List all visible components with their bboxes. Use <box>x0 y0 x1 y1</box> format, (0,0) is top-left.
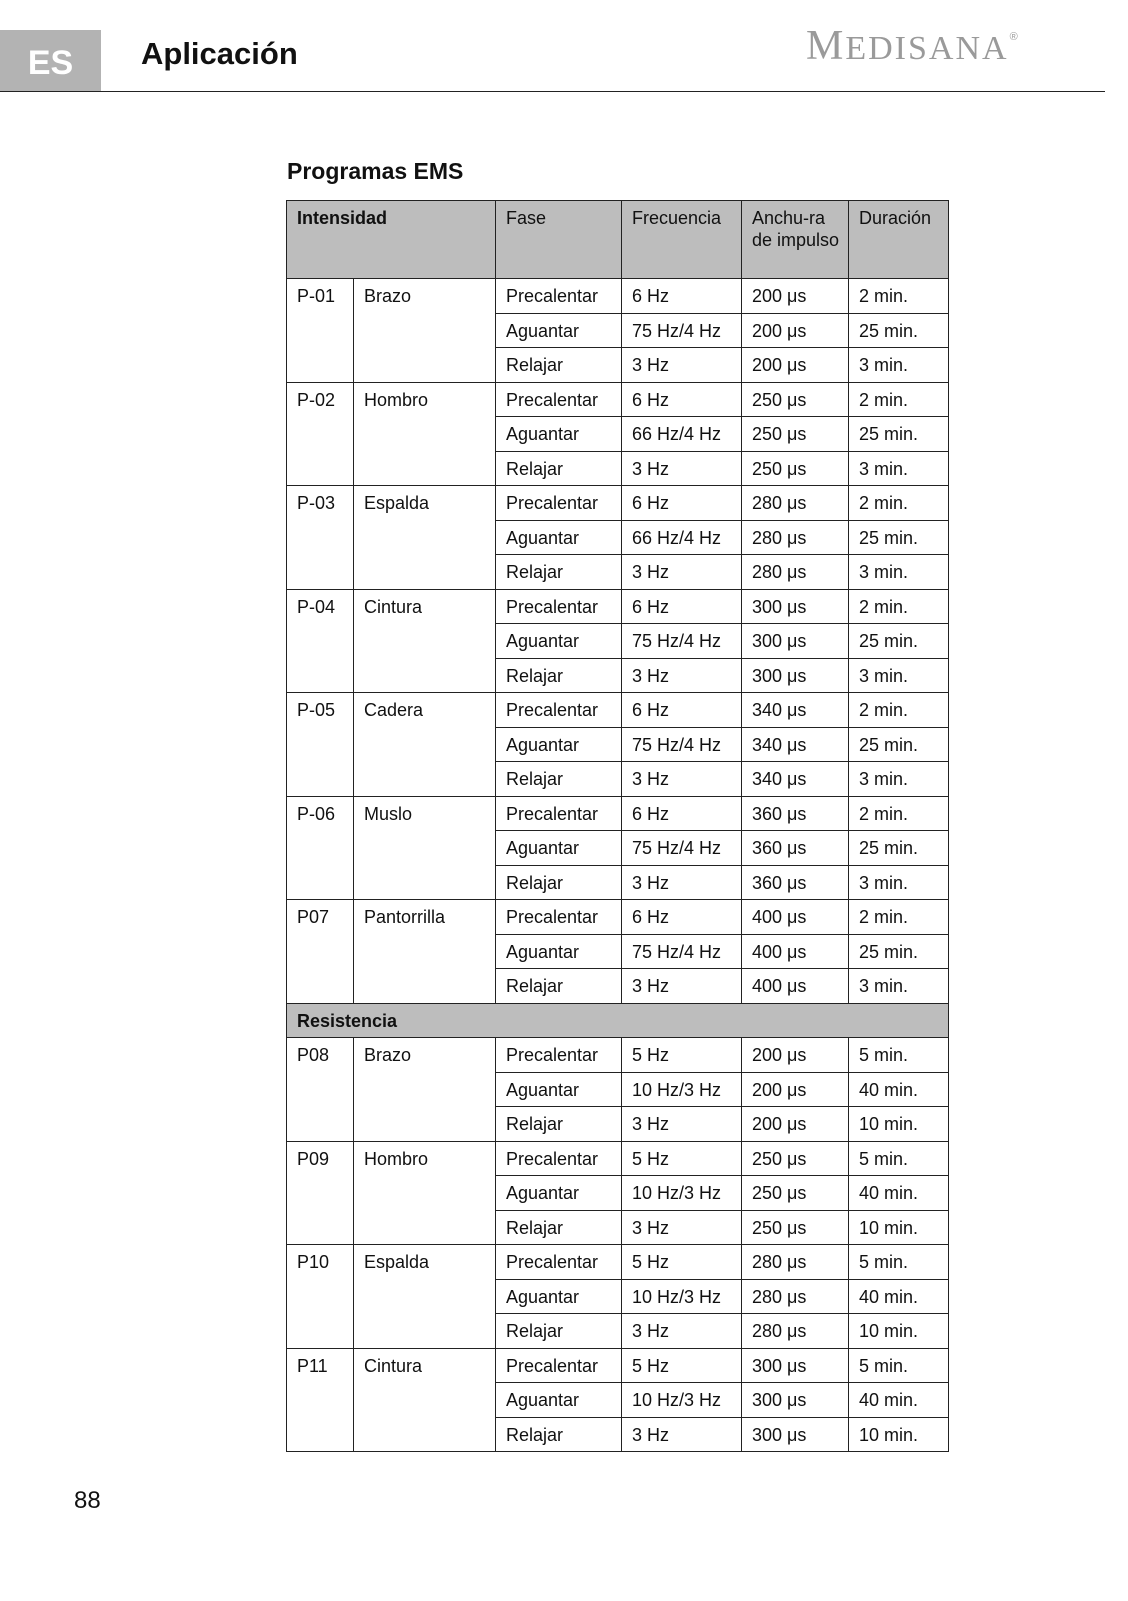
table-row <box>287 589 949 624</box>
table-row <box>287 796 949 831</box>
duration-cell: 5 min. <box>849 1038 949 1073</box>
phase-cell: Precalentar <box>496 1245 622 1280</box>
duration-cell: 3 min. <box>849 969 949 1004</box>
pulse-width-cell: 280 μs <box>742 520 849 555</box>
frequency-cell: 6 Hz <box>622 486 742 521</box>
pulse-width-cell: 300 μs <box>742 1383 849 1418</box>
table-row <box>287 1245 949 1280</box>
header-intensidad: Intensidad <box>287 201 496 279</box>
duration-cell: 2 min. <box>849 382 949 417</box>
program-code: P-06 <box>287 796 354 900</box>
duration-cell: 2 min. <box>849 796 949 831</box>
phase-cell: Aguantar <box>496 934 622 969</box>
duration-cell: 10 min. <box>849 1210 949 1245</box>
phase-cell: Relajar <box>496 451 622 486</box>
phase-cell: Precalentar <box>496 486 622 521</box>
phase-cell: Aguantar <box>496 624 622 659</box>
phase-cell: Precalentar <box>496 1348 622 1383</box>
frequency-cell: 3 Hz <box>622 658 742 693</box>
pulse-width-cell: 250 μs <box>742 1176 849 1211</box>
frequency-cell: 6 Hz <box>622 589 742 624</box>
phase-cell: Precalentar <box>496 382 622 417</box>
duration-cell: 10 min. <box>849 1107 949 1142</box>
brand-logo-text: MEDISANA <box>806 23 1009 69</box>
phase-cell: Relajar <box>496 555 622 590</box>
frequency-cell: 6 Hz <box>622 693 742 728</box>
pulse-width-cell: 400 μs <box>742 934 849 969</box>
frequency-cell: 3 Hz <box>622 555 742 590</box>
program-area: Muslo <box>354 796 496 900</box>
page-number: 88 <box>74 1487 101 1514</box>
phase-cell: Precalentar <box>496 279 622 314</box>
pulse-width-cell: 250 μs <box>742 1141 849 1176</box>
frequency-cell: 3 Hz <box>622 1107 742 1142</box>
program-area: Espalda <box>354 486 496 590</box>
duration-cell: 3 min. <box>849 762 949 797</box>
pulse-width-cell: 200 μs <box>742 1107 849 1142</box>
phase-cell: Relajar <box>496 1210 622 1245</box>
phase-cell: Precalentar <box>496 693 622 728</box>
frequency-cell: 3 Hz <box>622 865 742 900</box>
frequency-cell: 3 Hz <box>622 1210 742 1245</box>
pulse-width-cell: 250 μs <box>742 417 849 452</box>
duration-cell: 3 min. <box>849 451 949 486</box>
pulse-width-cell: 300 μs <box>742 589 849 624</box>
duration-cell: 40 min. <box>849 1383 949 1418</box>
frequency-cell: 10 Hz/3 Hz <box>622 1072 742 1107</box>
program-code: P11 <box>287 1348 354 1452</box>
pulse-width-cell: 340 μs <box>742 727 849 762</box>
phase-cell: Relajar <box>496 1417 622 1452</box>
table-row <box>287 1038 949 1073</box>
header-divider <box>0 91 1105 92</box>
program-code: P-03 <box>287 486 354 590</box>
pulse-width-cell: 400 μs <box>742 900 849 935</box>
pulse-width-cell: 280 μs <box>742 1314 849 1349</box>
pulse-width-cell: 280 μs <box>742 555 849 590</box>
frequency-cell: 10 Hz/3 Hz <box>622 1279 742 1314</box>
program-area: Brazo <box>354 279 496 383</box>
frequency-cell: 75 Hz/4 Hz <box>622 831 742 866</box>
program-code: P10 <box>287 1245 354 1349</box>
pulse-width-cell: 300 μs <box>742 658 849 693</box>
frequency-cell: 75 Hz/4 Hz <box>622 313 742 348</box>
table-row <box>287 279 949 314</box>
pulse-width-cell: 250 μs <box>742 382 849 417</box>
duration-cell: 40 min. <box>849 1279 949 1314</box>
duration-cell: 5 min. <box>849 1245 949 1280</box>
frequency-cell: 5 Hz <box>622 1245 742 1280</box>
pulse-width-cell: 250 μs <box>742 451 849 486</box>
phase-cell: Relajar <box>496 1314 622 1349</box>
pulse-width-cell: 360 μs <box>742 796 849 831</box>
phase-cell: Precalentar <box>496 1141 622 1176</box>
frequency-cell: 6 Hz <box>622 796 742 831</box>
phase-cell: Relajar <box>496 1107 622 1142</box>
pulse-width-cell: 250 μs <box>742 1210 849 1245</box>
pulse-width-cell: 340 μs <box>742 693 849 728</box>
frequency-cell: 5 Hz <box>622 1038 742 1073</box>
frequency-cell: 3 Hz <box>622 451 742 486</box>
header-anchura-text: Anchu-ra de impulso <box>752 208 840 250</box>
duration-cell: 5 min. <box>849 1141 949 1176</box>
table-row <box>287 1348 949 1383</box>
ems-programs-table <box>286 200 949 1452</box>
table-row <box>287 1141 949 1176</box>
duration-cell: 2 min. <box>849 279 949 314</box>
frequency-cell: 6 Hz <box>622 382 742 417</box>
program-code: P-02 <box>287 382 354 486</box>
frequency-cell: 66 Hz/4 Hz <box>622 520 742 555</box>
duration-cell: 25 min. <box>849 313 949 348</box>
header-duracion: Duración <box>849 201 949 279</box>
section-title: Programas EMS <box>287 158 464 184</box>
phase-cell: Aguantar <box>496 1279 622 1314</box>
phase-cell: Precalentar <box>496 796 622 831</box>
program-area: Brazo <box>354 1038 496 1142</box>
phase-cell: Aguantar <box>496 520 622 555</box>
table-row <box>287 382 949 417</box>
frequency-cell: 3 Hz <box>622 969 742 1004</box>
section-row <box>287 1003 949 1038</box>
duration-cell: 2 min. <box>849 486 949 521</box>
registered-mark: ® <box>1009 31 1020 43</box>
duration-cell: 3 min. <box>849 658 949 693</box>
phase-cell: Precalentar <box>496 900 622 935</box>
phase-cell: Aguantar <box>496 1176 622 1211</box>
pulse-width-cell: 200 μs <box>742 279 849 314</box>
frequency-cell: 66 Hz/4 Hz <box>622 417 742 452</box>
frequency-cell: 10 Hz/3 Hz <box>622 1383 742 1418</box>
pulse-width-cell: 200 μs <box>742 1072 849 1107</box>
frequency-cell: 3 Hz <box>622 762 742 797</box>
duration-cell: 40 min. <box>849 1176 949 1211</box>
pulse-width-cell: 280 μs <box>742 1245 849 1280</box>
frequency-cell: 6 Hz <box>622 900 742 935</box>
program-code: P-01 <box>287 279 354 383</box>
page-header-title: Aplicación <box>141 36 298 71</box>
phase-cell: Precalentar <box>496 589 622 624</box>
duration-cell: 25 min. <box>849 624 949 659</box>
header-frecuencia: Frecuencia <box>622 201 742 279</box>
duration-cell: 10 min. <box>849 1417 949 1452</box>
program-area: Hombro <box>354 1141 496 1245</box>
program-area: Hombro <box>354 382 496 486</box>
frequency-cell: 6 Hz <box>622 279 742 314</box>
section-label: Resistencia <box>287 1003 949 1038</box>
phase-cell: Relajar <box>496 658 622 693</box>
phase-cell: Relajar <box>496 762 622 797</box>
duration-cell: 10 min. <box>849 1314 949 1349</box>
frequency-cell: 3 Hz <box>622 348 742 383</box>
frequency-cell: 3 Hz <box>622 1417 742 1452</box>
phase-cell: Aguantar <box>496 727 622 762</box>
duration-cell: 25 min. <box>849 934 949 969</box>
duration-cell: 40 min. <box>849 1072 949 1107</box>
medisana-logo <box>806 22 1020 70</box>
duration-cell: 3 min. <box>849 555 949 590</box>
duration-cell: 25 min. <box>849 417 949 452</box>
frequency-cell: 5 Hz <box>622 1348 742 1383</box>
phase-cell: Aguantar <box>496 1383 622 1418</box>
pulse-width-cell: 200 μs <box>742 313 849 348</box>
duration-cell: 2 min. <box>849 693 949 728</box>
program-area: Cintura <box>354 1348 496 1452</box>
frequency-cell: 75 Hz/4 Hz <box>622 934 742 969</box>
phase-cell: Aguantar <box>496 313 622 348</box>
pulse-width-cell: 280 μs <box>742 486 849 521</box>
program-code: P09 <box>287 1141 354 1245</box>
language-badge: ES <box>0 30 101 91</box>
pulse-width-cell: 300 μs <box>742 624 849 659</box>
duration-cell: 2 min. <box>849 589 949 624</box>
table-row <box>287 693 949 728</box>
duration-cell: 3 min. <box>849 865 949 900</box>
pulse-width-cell: 300 μs <box>742 1348 849 1383</box>
program-code: P-05 <box>287 693 354 797</box>
pulse-width-cell: 200 μs <box>742 348 849 383</box>
phase-cell: Precalentar <box>496 1038 622 1073</box>
program-area: Cintura <box>354 589 496 693</box>
pulse-width-cell: 400 μs <box>742 969 849 1004</box>
frequency-cell: 10 Hz/3 Hz <box>622 1176 742 1211</box>
table-body <box>287 279 949 1452</box>
phase-cell: Relajar <box>496 969 622 1004</box>
duration-cell: 25 min. <box>849 520 949 555</box>
pulse-width-cell: 300 μs <box>742 1417 849 1452</box>
duration-cell: 2 min. <box>849 900 949 935</box>
duration-cell: 25 min. <box>849 831 949 866</box>
frequency-cell: 75 Hz/4 Hz <box>622 624 742 659</box>
program-area: Pantorrilla <box>354 900 496 1004</box>
duration-cell: 5 min. <box>849 1348 949 1383</box>
frequency-cell: 3 Hz <box>622 1314 742 1349</box>
table-row <box>287 900 949 935</box>
program-code: P08 <box>287 1038 354 1142</box>
pulse-width-cell: 340 μs <box>742 762 849 797</box>
phase-cell: Aguantar <box>496 1072 622 1107</box>
duration-cell: 25 min. <box>849 727 949 762</box>
program-area: Cadera <box>354 693 496 797</box>
header-fase: Fase <box>496 201 622 279</box>
phase-cell: Relajar <box>496 348 622 383</box>
pulse-width-cell: 200 μs <box>742 1038 849 1073</box>
phase-cell: Aguantar <box>496 417 622 452</box>
pulse-width-cell: 280 μs <box>742 1279 849 1314</box>
table-header-row <box>287 201 949 279</box>
pulse-width-cell: 360 μs <box>742 831 849 866</box>
duration-cell: 3 min. <box>849 348 949 383</box>
frequency-cell: 75 Hz/4 Hz <box>622 727 742 762</box>
program-code: P07 <box>287 900 354 1004</box>
program-code: P-04 <box>287 589 354 693</box>
frequency-cell: 5 Hz <box>622 1141 742 1176</box>
pulse-width-cell: 360 μs <box>742 865 849 900</box>
phase-cell: Relajar <box>496 865 622 900</box>
program-area: Espalda <box>354 1245 496 1349</box>
table-row <box>287 486 949 521</box>
header-anchura <box>742 201 849 279</box>
phase-cell: Aguantar <box>496 831 622 866</box>
